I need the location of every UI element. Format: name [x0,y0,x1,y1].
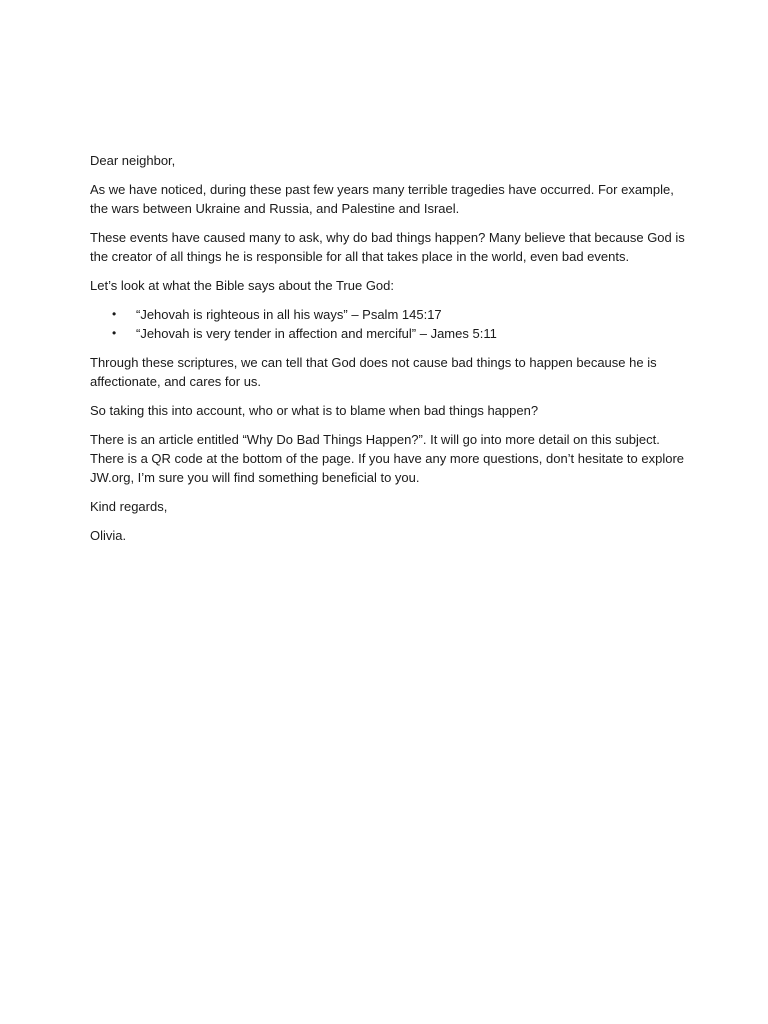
list-item [90,305,690,324]
scripture-text: “Jehovah is righteous in all his ways” – Psalm 145:17 [136,307,442,322]
paragraph-why-bad-things: These events have caused many to ask, why do bad things happen? Many believe that because God is the creator of all things he is responsible for all that takes place in the world, even bad events. [90,230,685,264]
paragraph-tragedies: As we have noticed, during these past few years many terrible tragedies have occurred. For example, the wars between Ukraine and Russia, and Palestine and Israel. [90,182,674,216]
paragraph-bible-intro: Let’s look at what the Bible says about the True God: [90,278,395,293]
bullet-icon: • [112,326,117,340]
paragraph-who-to-blame: So taking this into account, who or what is to blame when bad things happen? [90,403,539,418]
scripture-text: “Jehovah is very tender in affection and merciful” – James 5:11 [136,326,497,341]
salutation: Dear neighbor, [90,153,176,168]
letter-body [90,151,690,555]
bullet-icon: • [112,307,117,321]
paragraph-scriptures-conclusion: Through these scriptures, we can tell that God does not cause bad things to happen because he is affectionate, and cares for us. [90,355,657,389]
scripture-list [90,305,690,343]
signature: Olivia. [90,528,127,543]
list-item [90,324,690,343]
closing: Kind regards, [90,499,168,514]
paragraph-article-reference: There is an article entitled “Why Do Bad Things Happen?”. It will go into more detail on this subject. There is a QR code at the bottom of the page. If you have any more questions, don’t hesitate to explore JW.org, I’m sure you will find something beneficial to you. [90,432,685,485]
